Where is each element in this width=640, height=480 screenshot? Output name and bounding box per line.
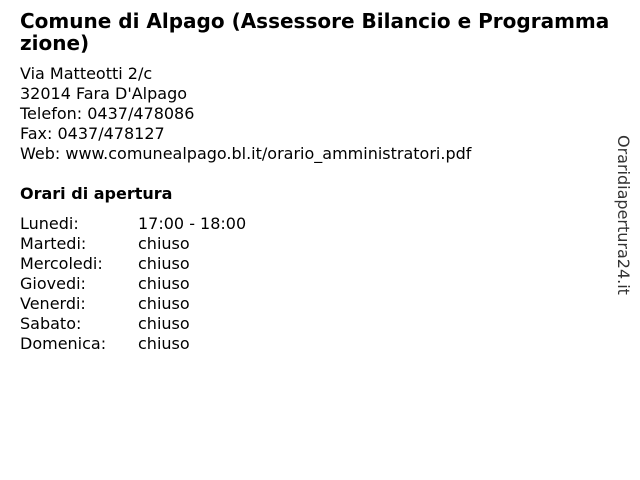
day-hours: chiuso (138, 314, 190, 333)
day-hours: chiuso (138, 294, 190, 313)
street-address: Via Matteotti 2/c (20, 64, 153, 83)
hours-row-sunday (20, 334, 246, 354)
hours-row-friday (20, 294, 246, 314)
hours-row-tuesday (20, 234, 246, 254)
phone-number: Telefon: 0437/478086 (20, 104, 195, 123)
fax-number: Fax: 0437/478127 (20, 124, 165, 143)
site-watermark: Oraridiapertura24.it (614, 135, 633, 295)
hours-row-wednesday (20, 254, 246, 274)
day-label: Lunedi: (20, 214, 79, 233)
day-label: Sabato: (20, 314, 82, 333)
day-hours: chiuso (138, 234, 190, 253)
opening-hours-table (20, 214, 246, 354)
hours-row-thursday (20, 274, 246, 294)
day-label: Mercoledi: (20, 254, 103, 273)
day-label: Domenica: (20, 334, 107, 353)
opening-hours-heading: Orari di apertura (20, 184, 173, 203)
hours-row-saturday (20, 314, 246, 334)
day-hours: chiuso (138, 334, 190, 353)
day-label: Martedi: (20, 234, 87, 253)
city-address: 32014 Fara D'Alpago (20, 84, 188, 103)
day-hours: chiuso (138, 254, 190, 273)
website-link[interactable]: Web: www.comunealpago.bl.it/orario_amministratori.pdf (20, 144, 472, 163)
hours-row-monday (20, 214, 246, 234)
day-hours: chiuso (138, 274, 190, 293)
page-title: Comune di Alpago (Assessore Bilancio e Programmazione) (20, 9, 610, 55)
day-label: Giovedi: (20, 274, 86, 293)
address-block (20, 64, 471, 164)
day-label: Venerdi: (20, 294, 86, 313)
day-hours: 17:00 - 18:00 (138, 214, 247, 233)
